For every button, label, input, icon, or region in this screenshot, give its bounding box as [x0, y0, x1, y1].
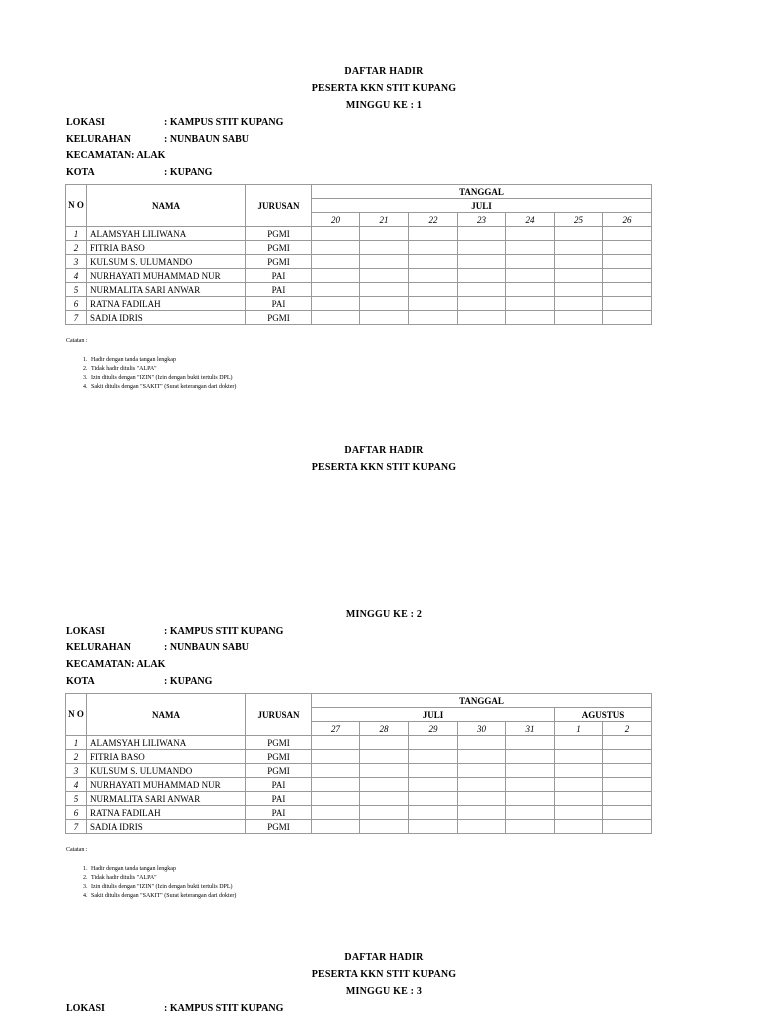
page-title: DAFTAR HADIR [344, 66, 424, 77]
row-jurusan: PAI [246, 297, 312, 311]
attendance-cell [506, 750, 555, 764]
attendance-cell [360, 255, 409, 269]
attendance-cell [506, 227, 555, 241]
table-row [66, 283, 652, 297]
attendance-cell [506, 269, 555, 283]
kelurahan-label: KELURAHAN [66, 134, 132, 145]
attendance-cell [312, 283, 360, 297]
note-item: 4. Sakit ditulis dengan "SAKIT" (Surat keterangan dari dokter) [89, 383, 236, 392]
table-row [66, 750, 652, 764]
note-item: 3. Izin ditulis dengan "IZIN" (Izin dengan bukti tertulis DPL) [89, 883, 236, 892]
page-subtitle: PESERTA KKN STIT KUPANG [311, 462, 457, 473]
attendance-cell [603, 227, 652, 241]
header-date: 30 [458, 722, 506, 736]
notes-list [66, 865, 236, 901]
note-item: 1. Hadir dengan tanda tangan lengkap [89, 356, 236, 365]
attendance-cell [360, 283, 409, 297]
header-date: 23 [458, 213, 506, 227]
table-row [66, 820, 652, 834]
attendance-cell [312, 311, 360, 325]
row-jurusan: PGMI [246, 255, 312, 269]
attendance-cell [458, 750, 506, 764]
attendance-cell [458, 806, 506, 820]
attendance-cell [409, 792, 458, 806]
row-jurusan: PGMI [246, 311, 312, 325]
table-row [66, 778, 652, 792]
row-number: 2 [66, 750, 87, 764]
attendance-cell [603, 792, 652, 806]
kelurahan-value: : NUNBAUN SABU [164, 642, 250, 653]
attendance-cell [312, 297, 360, 311]
row-nama: RATNA FADILAH [87, 806, 246, 820]
row-nama: ALAMSYAH LILIWANA [87, 736, 246, 750]
table-row [66, 269, 652, 283]
attendance-cell [360, 820, 409, 834]
attendance-cell [409, 311, 458, 325]
attendance-cell [555, 778, 603, 792]
attendance-cell [312, 227, 360, 241]
header-nama: NAMA [87, 185, 246, 227]
kelurahan-row [66, 134, 249, 145]
attendance-cell [555, 311, 603, 325]
row-number: 4 [66, 778, 87, 792]
page-subtitle: PESERTA KKN STIT KUPANG [311, 969, 457, 980]
attendance-cell [603, 255, 652, 269]
kota-label: KOTA [66, 676, 95, 687]
attendance-cell [603, 241, 652, 255]
table-row [66, 255, 652, 269]
attendance-cell [555, 227, 603, 241]
table-row [66, 736, 652, 750]
attendance-cell [360, 311, 409, 325]
row-number: 6 [66, 297, 87, 311]
attendance-cell [360, 750, 409, 764]
row-number: 7 [66, 820, 87, 834]
attendance-cell [555, 297, 603, 311]
table-body [66, 736, 652, 834]
row-nama: SADIA IDRIS [87, 311, 246, 325]
row-number: 2 [66, 241, 87, 255]
row-number: 1 [66, 736, 87, 750]
attendance-cell [409, 806, 458, 820]
header-month: JULI [312, 199, 652, 213]
kota-label: KOTA [66, 167, 95, 178]
attendance-cell [458, 792, 506, 806]
attendance-cell [409, 255, 458, 269]
row-nama: NURMALITA SARI ANWAR [87, 792, 246, 806]
attendance-cell [312, 778, 360, 792]
attendance-cell [458, 736, 506, 750]
attendance-cell [360, 241, 409, 255]
attendance-cell [506, 283, 555, 297]
header-date: 25 [555, 213, 603, 227]
attendance-cell [409, 283, 458, 297]
lokasi-row [66, 626, 283, 637]
note-item: 2. Tidak hadir ditulis "ALPA" [89, 874, 236, 883]
row-nama: NURMALITA SARI ANWAR [87, 283, 246, 297]
attendance-cell [458, 283, 506, 297]
table-row [66, 764, 652, 778]
notes-title: Catatan : [66, 847, 88, 853]
attendance-cell [555, 806, 603, 820]
attendance-cell [409, 269, 458, 283]
row-nama: NURHAYATI MUHAMMAD NUR [87, 269, 246, 283]
row-jurusan: PGMI [246, 736, 312, 750]
attendance-cell [458, 241, 506, 255]
attendance-cell [360, 269, 409, 283]
kecamatan-label: KECAMATAN: ALAK [66, 659, 166, 670]
row-number: 4 [66, 269, 87, 283]
attendance-cell [555, 820, 603, 834]
attendance-cell [506, 778, 555, 792]
attendance-cell [603, 269, 652, 283]
kota-row [66, 676, 212, 687]
attendance-cell [555, 792, 603, 806]
page-title: DAFTAR HADIR [344, 445, 424, 456]
lokasi-value: : KAMPUS STIT KUPANG [164, 117, 284, 128]
row-nama: FITRIA BASO [87, 241, 246, 255]
header-tanggal: TANGGAL [312, 185, 652, 199]
attendance-cell [312, 241, 360, 255]
header-date: 31 [506, 722, 555, 736]
kota-row [66, 167, 212, 178]
header-date: 27 [312, 722, 360, 736]
kelurahan-label: KELURAHAN [66, 642, 132, 653]
row-nama: SADIA IDRIS [87, 820, 246, 834]
header-month: JULI [312, 708, 555, 722]
note-item: 3. Izin ditulis dengan "IZIN" (Izin dengan bukti tertulis DPL) [89, 374, 236, 383]
attendance-cell [555, 269, 603, 283]
attendance-cell [555, 750, 603, 764]
attendance-cell [312, 750, 360, 764]
lokasi-value: : KAMPUS STIT KUPANG [164, 626, 284, 637]
attendance-cell [555, 283, 603, 297]
attendance-cell [360, 778, 409, 792]
attendance-cell [603, 311, 652, 325]
attendance-cell [409, 227, 458, 241]
note-item: 2. Tidak hadir ditulis "ALPA" [89, 365, 236, 374]
header-nama: NAMA [87, 694, 246, 736]
attendance-table [65, 693, 652, 834]
attendance-cell [458, 820, 506, 834]
row-number: 7 [66, 311, 87, 325]
attendance-cell [360, 806, 409, 820]
notes-list [66, 356, 236, 392]
row-jurusan: PAI [246, 283, 312, 297]
header-date: 1 [555, 722, 603, 736]
header-date: 29 [409, 722, 458, 736]
attendance-cell [603, 778, 652, 792]
attendance-cell [506, 311, 555, 325]
row-jurusan: PAI [246, 269, 312, 283]
attendance-cell [603, 764, 652, 778]
attendance-cell [312, 792, 360, 806]
attendance-cell [506, 736, 555, 750]
attendance-cell [603, 297, 652, 311]
attendance-cell [409, 764, 458, 778]
row-number: 3 [66, 255, 87, 269]
row-jurusan: PAI [246, 806, 312, 820]
header-jurusan: JURUSAN [246, 694, 312, 736]
attendance-cell [312, 255, 360, 269]
kecamatan-label: KECAMATAN: ALAK [66, 150, 166, 161]
header-jurusan: JURUSAN [246, 185, 312, 227]
row-number: 5 [66, 283, 87, 297]
attendance-cell [360, 297, 409, 311]
row-jurusan: PGMI [246, 227, 312, 241]
table-row [66, 227, 652, 241]
attendance-cell [360, 792, 409, 806]
row-jurusan: PGMI [246, 241, 312, 255]
attendance-cell [409, 297, 458, 311]
row-nama: FITRIA BASO [87, 750, 246, 764]
note-item: 4. Sakit ditulis dengan "SAKIT" (Surat keterangan dari dokter) [89, 892, 236, 901]
attendance-cell [458, 227, 506, 241]
attendance-cell [603, 736, 652, 750]
week-label: MINGGU KE : 3 [345, 986, 423, 997]
table-row [66, 792, 652, 806]
row-number: 1 [66, 227, 87, 241]
row-jurusan: PGMI [246, 764, 312, 778]
attendance-cell [360, 227, 409, 241]
lokasi-label: LOKASI [66, 117, 105, 128]
row-jurusan: PGMI [246, 820, 312, 834]
table-row [66, 806, 652, 820]
attendance-cell [603, 750, 652, 764]
row-number: 3 [66, 764, 87, 778]
header-date: 28 [360, 722, 409, 736]
row-jurusan: PAI [246, 792, 312, 806]
lokasi-label: LOKASI [66, 626, 105, 637]
header-month: AGUSTUS [555, 708, 652, 722]
row-number: 6 [66, 806, 87, 820]
attendance-cell [506, 792, 555, 806]
header-no: N O [66, 694, 87, 736]
attendance-cell [409, 820, 458, 834]
attendance-cell [506, 806, 555, 820]
header-date: 20 [312, 213, 360, 227]
row-jurusan: PAI [246, 778, 312, 792]
row-jurusan: PGMI [246, 750, 312, 764]
attendance-cell [555, 736, 603, 750]
header-date: 2 [603, 722, 652, 736]
kelurahan-row [66, 642, 249, 653]
attendance-cell [506, 297, 555, 311]
attendance-cell [603, 806, 652, 820]
kecamatan-row [66, 150, 165, 161]
attendance-cell [458, 269, 506, 283]
attendance-cell [458, 311, 506, 325]
week-label: MINGGU KE : 1 [345, 100, 423, 111]
lokasi-row [66, 1003, 283, 1014]
attendance-cell [506, 820, 555, 834]
header-date: 22 [409, 213, 458, 227]
kota-value: : KUPANG [164, 167, 213, 178]
attendance-cell [409, 241, 458, 255]
attendance-cell [555, 255, 603, 269]
attendance-cell [555, 241, 603, 255]
attendance-cell [312, 269, 360, 283]
attendance-cell [360, 736, 409, 750]
attendance-cell [409, 750, 458, 764]
attendance-cell [409, 778, 458, 792]
header-no: N O [66, 185, 87, 227]
attendance-cell [555, 764, 603, 778]
attendance-cell [603, 283, 652, 297]
table-body [66, 227, 652, 325]
lokasi-label: LOKASI [66, 1003, 105, 1014]
attendance-cell [312, 820, 360, 834]
row-nama: KULSUM S. ULUMANDO [87, 764, 246, 778]
table-row [66, 241, 652, 255]
row-nama: RATNA FADILAH [87, 297, 246, 311]
lokasi-row [66, 117, 283, 128]
attendance-cell [312, 764, 360, 778]
note-item: 1. Hadir dengan tanda tangan lengkap [89, 865, 236, 874]
header-date: 26 [603, 213, 652, 227]
attendance-cell [506, 241, 555, 255]
attendance-cell [506, 764, 555, 778]
row-nama: ALAMSYAH LILIWANA [87, 227, 246, 241]
row-nama: KULSUM S. ULUMANDO [87, 255, 246, 269]
attendance-cell [506, 255, 555, 269]
table-row [66, 311, 652, 325]
lokasi-value: : KAMPUS STIT KUPANG [164, 1003, 284, 1014]
week-label: MINGGU KE : 2 [345, 609, 423, 620]
row-number: 5 [66, 792, 87, 806]
attendance-cell [458, 255, 506, 269]
page-subtitle: PESERTA KKN STIT KUPANG [311, 83, 457, 94]
row-nama: NURHAYATI MUHAMMAD NUR [87, 778, 246, 792]
page-title: DAFTAR HADIR [344, 952, 424, 963]
attendance-cell [458, 764, 506, 778]
attendance-cell [458, 778, 506, 792]
header-date: 24 [506, 213, 555, 227]
attendance-table [65, 184, 652, 325]
table-row [66, 297, 652, 311]
header-date: 21 [360, 213, 409, 227]
attendance-cell [360, 764, 409, 778]
attendance-cell [458, 297, 506, 311]
attendance-cell [312, 736, 360, 750]
attendance-cell [312, 806, 360, 820]
kota-value: : KUPANG [164, 676, 213, 687]
attendance-cell [409, 736, 458, 750]
header-tanggal: TANGGAL [312, 694, 652, 708]
kecamatan-row [66, 659, 165, 670]
kelurahan-value: : NUNBAUN SABU [164, 134, 250, 145]
attendance-cell [603, 820, 652, 834]
notes-title: Catatan : [66, 338, 88, 344]
